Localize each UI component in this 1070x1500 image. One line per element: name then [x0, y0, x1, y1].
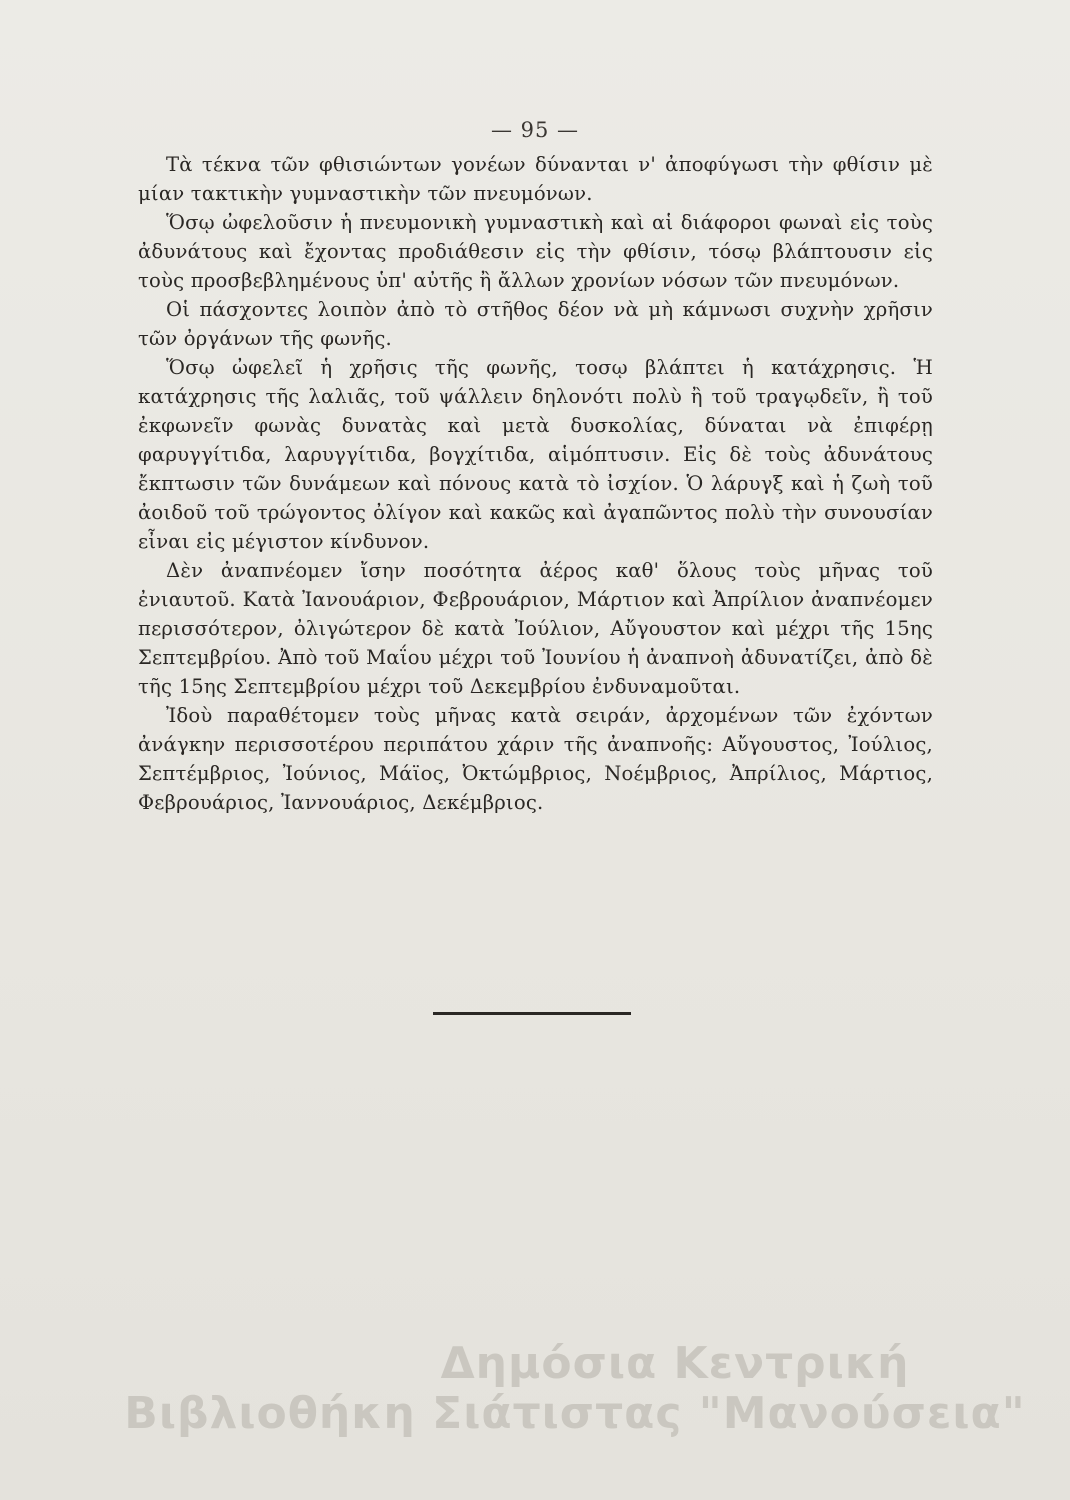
paragraph: Ὅσῳ ὠφελεῖ ἡ χρῆσις τῆς φωνῆς, τοσῳ βλάπτει ἡ κατάχρησις. Ἡ κατάχρησις τῆς λαλιᾶς, τοῦ ψάλλειν δηλονότι πολὺ ἢ τοῦ τραγῳδεῖν, ἢ τοῦ ἐκφωνεῖν φωνὰς δυνατὰς καὶ μετὰ δυσκολίας, δύναται νὰ ἐπιφέρῃ φαρυγγίτιδα, λαρυγγίτιδα, βογχίτιδα, αἱμόπτυσιν. Εἰς δὲ τοὺς ἀδυνάτους ἔκπτωσιν τῶν δυνάμεων καὶ πόνους κατὰ τὸ ἰσχίον. Ὁ λάρυγξ καὶ ἡ ζωὴ τοῦ ἀοιδοῦ τοῦ τρώγοντος ὀλίγον καὶ κακῶς καὶ ἀγαπῶντος πολὺ τὴν συνουσίαν εἶναι εἰς μέγιστον κίνδυνον. [138, 356, 933, 553]
library-watermark-line1: Δημόσια Κεντρική [440, 1338, 910, 1389]
paragraph: Τὰ τέκνα τῶν φθισιώντων γονέων δύνανται ν' ἀποφύγωσι τὴν φθίσιν μὲ μίαν τακτικὴν γυμναστικὴν τῶν πνευμόνων. [138, 153, 933, 205]
paragraph: Ἰδοὺ παραθέτομεν τοὺς μῆνας κατὰ σειράν, ἀρχομένων τῶν ἐχόντων ἀνάγκην περισσοτέρου περιπάτου χάριν τῆς ἀναπνοῆς: Αὔγουστος, Ἰούλιος, Σεπτέμβριος, Ἰούνιος, Μάϊος, Ὀκτώμβριος, Νοέμβριος, Ἀπρίλιος, Μάρτιος, Φεβρουάριος, Ἰαννουάριος, Δεκέμβριος. [138, 704, 933, 814]
paragraph: Ὅσῳ ὠφελοῦσιν ἡ πνευμονικὴ γυμναστικὴ καὶ αἱ διάφοροι φωναὶ εἰς τοὺς ἀδυνάτους καὶ ἔχοντας προδιάθεσιν εἰς τὴν φθίσιν, τόσῳ βλάπτουσιν εἰς τοὺς προσβεβλημένους ὑπ' αὐτῆς ἢ ἄλλων χρονίων νόσων τῶν πνευμόνων. [138, 211, 933, 292]
body-text [138, 150, 933, 817]
paragraph: Οἱ πάσχοντες λοιπὸν ἀπὸ τὸ στῆθος δέον νὰ μὴ κάμνωσι συχνὴν χρῆσιν τῶν ὀργάνων τῆς φωνῆς. [138, 298, 933, 350]
page-number: — 95 — [490, 118, 580, 142]
library-watermark-line2: Βιβλιοθήκη Σιάτιστας "Μανούσεια" [124, 1388, 1026, 1439]
paragraph: Δὲν ἀναπνέομεν ἴσην ποσότητα ἀέρος καθ' ὅλους τοὺς μῆνας τοῦ ἐνιαυτοῦ. Κατὰ Ἰανουάριον, Φεβρουάριον, Μάρτιον καὶ Ἀπρίλιον ἀναπνέομεν περισσότερον, ὀλιγώτερον δὲ κατὰ Ἰούλιον, Αὔγουστον καὶ μέχρι τῆς 15ης Σεπτεμβρίου. Ἀπὸ τοῦ Μαΐου μέχρι τοῦ Ἰουνίου ἡ ἀναπνοὴ ἀδυνατίζει, ἀπὸ δὲ τῆς 15ης Σεπτεμβρίου μέχρι τοῦ Δεκεμβρίου ἐνδυναμοῦται. [138, 559, 933, 698]
section-divider-rule [433, 1012, 631, 1015]
